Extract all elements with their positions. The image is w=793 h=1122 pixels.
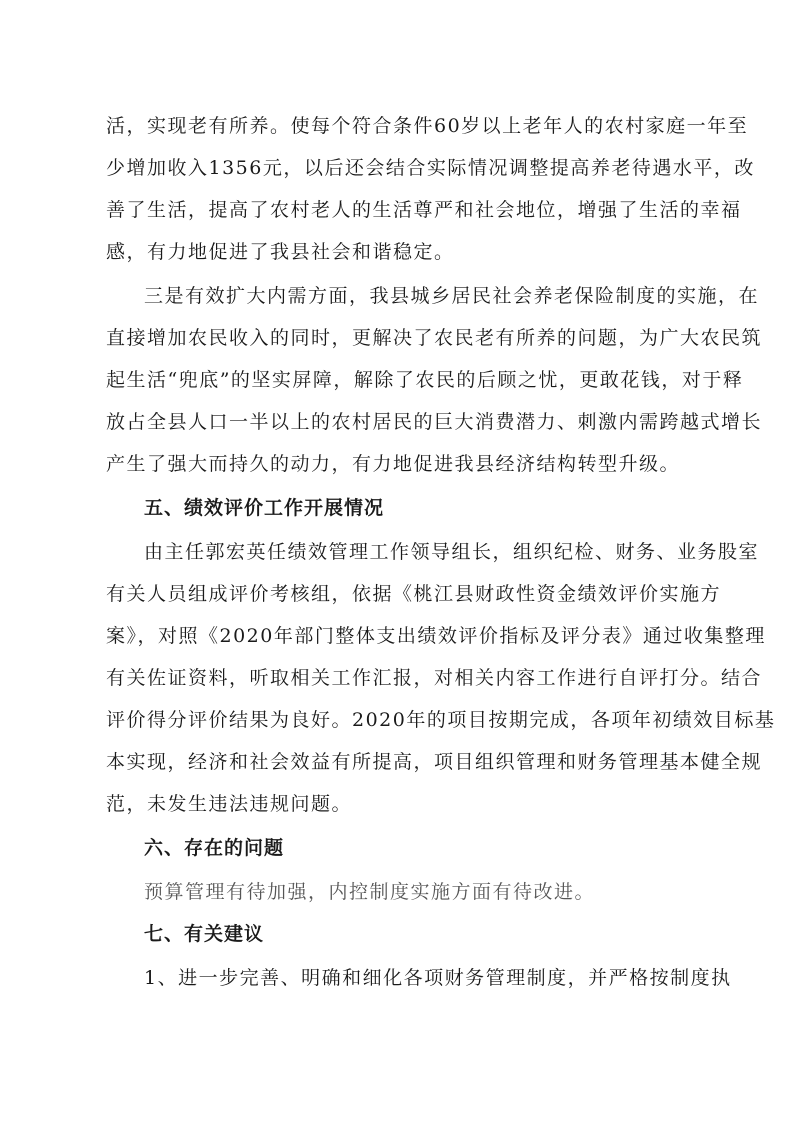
paragraph-line: 由主任郭宏英任绩效管理工作领导组长，组织纪检、财务、业务股室: [144, 541, 760, 563]
paragraph-line: 本实现，经济和社会效益有所提高，项目组织管理和财务管理基本健全规: [106, 751, 763, 773]
section-heading: 六、存在的问题: [144, 837, 285, 859]
paragraph-line: 少增加收入1356元，以后还会结合实际情况调整提高养老待遇水平，改: [106, 157, 755, 179]
paragraph-line: 活，实现老有所养。使每个符合条件60岁以上老年人的农村家庭一年至: [106, 115, 749, 137]
paragraph-line: 善了生活，提高了农村老人的生活尊严和社会地位，增强了生活的幸福: [106, 199, 742, 221]
paragraph-line: 起生活“兜底”的坚实屏障，解除了农民的后顾之忧，更敢花钱，对于释: [106, 369, 744, 391]
paragraph-line: 产生了强大而持久的动力，有力地促进我县经济结构转型升级。: [106, 453, 681, 475]
paragraph-line: 范，未发生违法违规问题。: [106, 793, 353, 815]
paragraph-line: 有关人员组成评价考核组，依据《桃江县财政性资金绩效评价实施方: [106, 583, 722, 605]
paragraph-line: 放占全县人口一半以上的农村居民的巨大消费潜力、刺激内需跨越式增长: [106, 411, 763, 433]
paragraph-line: 直接增加农民收入的同时，更解决了农民老有所养的问题，为广大农民筑: [106, 327, 763, 349]
section-heading: 五、绩效评价工作开展情况: [144, 497, 385, 519]
paragraph-line: 评价得分评价结果为良好。2020年的项目按期完成，各项年初绩效目标基: [106, 709, 776, 731]
paragraph-line: 三是有效扩大内需方面，我县城乡居民社会养老保险制度的实施，在: [144, 285, 760, 307]
paragraph-line: 案》，对照《2020年部门整体支出绩效评价指标及评分表》通过收集整理: [106, 625, 766, 647]
section-heading: 七、有关建议: [144, 923, 265, 945]
paragraph-line: 有关佐证资料，听取相关工作汇报，对相关内容工作进行自评打分。结合: [106, 667, 763, 689]
paragraph-line: 预算管理有待加强，内控制度实施方面有待改进。: [144, 881, 596, 903]
paragraph-line: 感，有力地促进了我县社会和谐稳定。: [106, 241, 455, 263]
paragraph-line: 1、进一步完善、明确和细化各项财务管理制度，并严格按制度执: [144, 967, 732, 989]
